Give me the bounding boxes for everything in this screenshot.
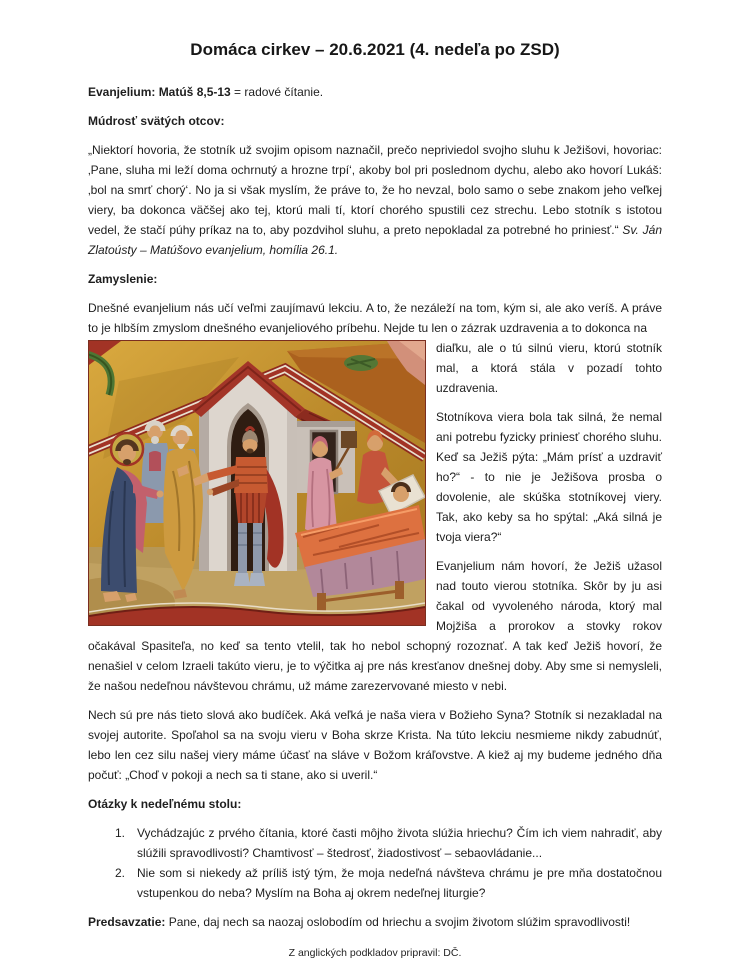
reflection-paragraph-3: Evanjelium nám hovorí, že Ježiš užasol nad touto vierou stotníka. Skôr by ju asi čakal od vyvoleného národa, ktorý mal Mojžiša a prorokov a stovky rokov očakával Spasiteľa, no keď sa tento vtelil, tak ho nebol schopný rozoznať. A tak keď Ježiš hovorí, že nenašiel v celom Izraeli takúto vieru, je to výčitka aj pre nás kresťanov dnešnej doby. Aby sme si nemysleli, že našou nedeľnou návštevou chrámu, už máme zarezervované miesto v nebi. [88,559,662,693]
resolution-text: Pane, daj nech sa naozaj oslobodím od hriechu a svojim životom slúžim spravodlivosti! [165,915,631,929]
gospel-reference: Evanjelium: Matúš 8,5-13 [88,85,231,99]
list-item [88,863,662,903]
wisdom-quote-text: „Niektorí hovoria, že stotník už svojim opisom naznačil, prečo nepriviedol svojho sluhu k Ježišovi, hovoriac: ‚Pane, sluha mi leží doma ochrnutý a hrozne trpí‘, akoby bol pri poslednom dychu, alebo ako hovorí Lukáš: ‚bol na smrť chorý‘. No ja si však myslím, že práve to, že ho nevzal, bolo samo o sebe znakom jeho veľkej viery, ba dokonca väčšej ako tej, ktorú mali tí, ktorí chorého spustili cez strechu. Lebo stotník s istotou vedel, že stačí púhy príkaz na to, aby pozdvihol sluhu, a preto nepokladal za potrebné ho priniesť.“ [88,143,662,237]
list-item-text: Vychádzajúc z prvého čítania, ktoré časti môjho života slúžia hriechu? Čím ich viem nahradiť, aby slúžili spravodlivosti? Chamtivosť – štedrosť, žiadostivosť – sebaovládanie... [137,826,662,860]
list-item [88,823,662,863]
footer-credit: Z anglických podkladov pripravil: DČ. [288,947,462,959]
gospel-line [88,82,662,102]
healing-centurion-icon-image [88,340,426,626]
reflection-heading: Zamyslenie: [88,272,158,286]
reflection-paragraph-2: Stotníkova viera bola tak silná, že nemal ani potrebu fyzicky priniesť chorého sluhu. Keď sa Ježiš pýta: „Mám prísť a uzdraviť ho?“ - to nie je Ježišova prosba o dovolenie, ale skúška stotníkovej viery. Tak, ako keby sa ho spýtal: „Aká silná je tvoja viera?“ [436,410,662,544]
list-item-number: 1. [115,826,126,840]
icon-illustration [89,341,425,625]
resolution-label: Predsavzatie: [88,915,166,929]
wisdom-heading: Múdrosť svätých otcov: [88,114,225,128]
resolution-line [88,912,662,932]
list-item-text: Nie som si niekedy až príliš istý tým, že moja nedeľná návšteva chrámu je pre mňa dostatočnou vstupenkou do neba? Myslím na Boha aj okrem nedeľnej liturgie? [137,866,662,900]
questions-heading: Otázky k nedeľnému stolu: [88,797,242,811]
list-item-number: 2. [115,866,126,880]
gospel-reading-type: = radové čítanie. [230,85,324,99]
reflection-wrap-section [88,338,662,696]
page-title: Domáca cirkev – 20.6.2021 (4. nedeľa po ZSD) [190,40,560,59]
reflection-paragraph-4: Nech sú pre nás tieto slová ako budíček. Aká veľká je naša viera v Božieho Syna? Stotník si nezakladal na svojej autorite. Spoľahol sa na svoju vieru v Boha skrze Krista. Na túto lekciu nesmieme nikdy zabudnúť, lebo len cez silu našej viery máme účasť na sláve v Božom kráľovstve. A kiež aj my budeme jedného dňa počuť: „Choď v pokoji a nech sa ti stane, ako si uveril.“ [88,708,662,782]
questions-list [88,823,662,903]
wisdom-attribution: Sv. Ján Zlatoústy – Matúšovo evanjelium, homília 26.1. [88,223,662,257]
wisdom-quote-paragraph [88,140,662,260]
reflection-intro-continued: diaľku, ale o tú silnú vieru, ktorú stotník mal, a ktorá stála v pozadí tohto uzdravenia. [436,341,662,395]
reflection-intro: Dnešné evanjelium nás učí veľmi zaujímavú lekciu. A to, že nezáleží na tom, kým si, ale ako veríš. A práve to je hlbším zmyslom dnešného evanjeliového príbehu. Nejde tu len o zázrak uzdravenia a to dokonca na [88,301,662,335]
